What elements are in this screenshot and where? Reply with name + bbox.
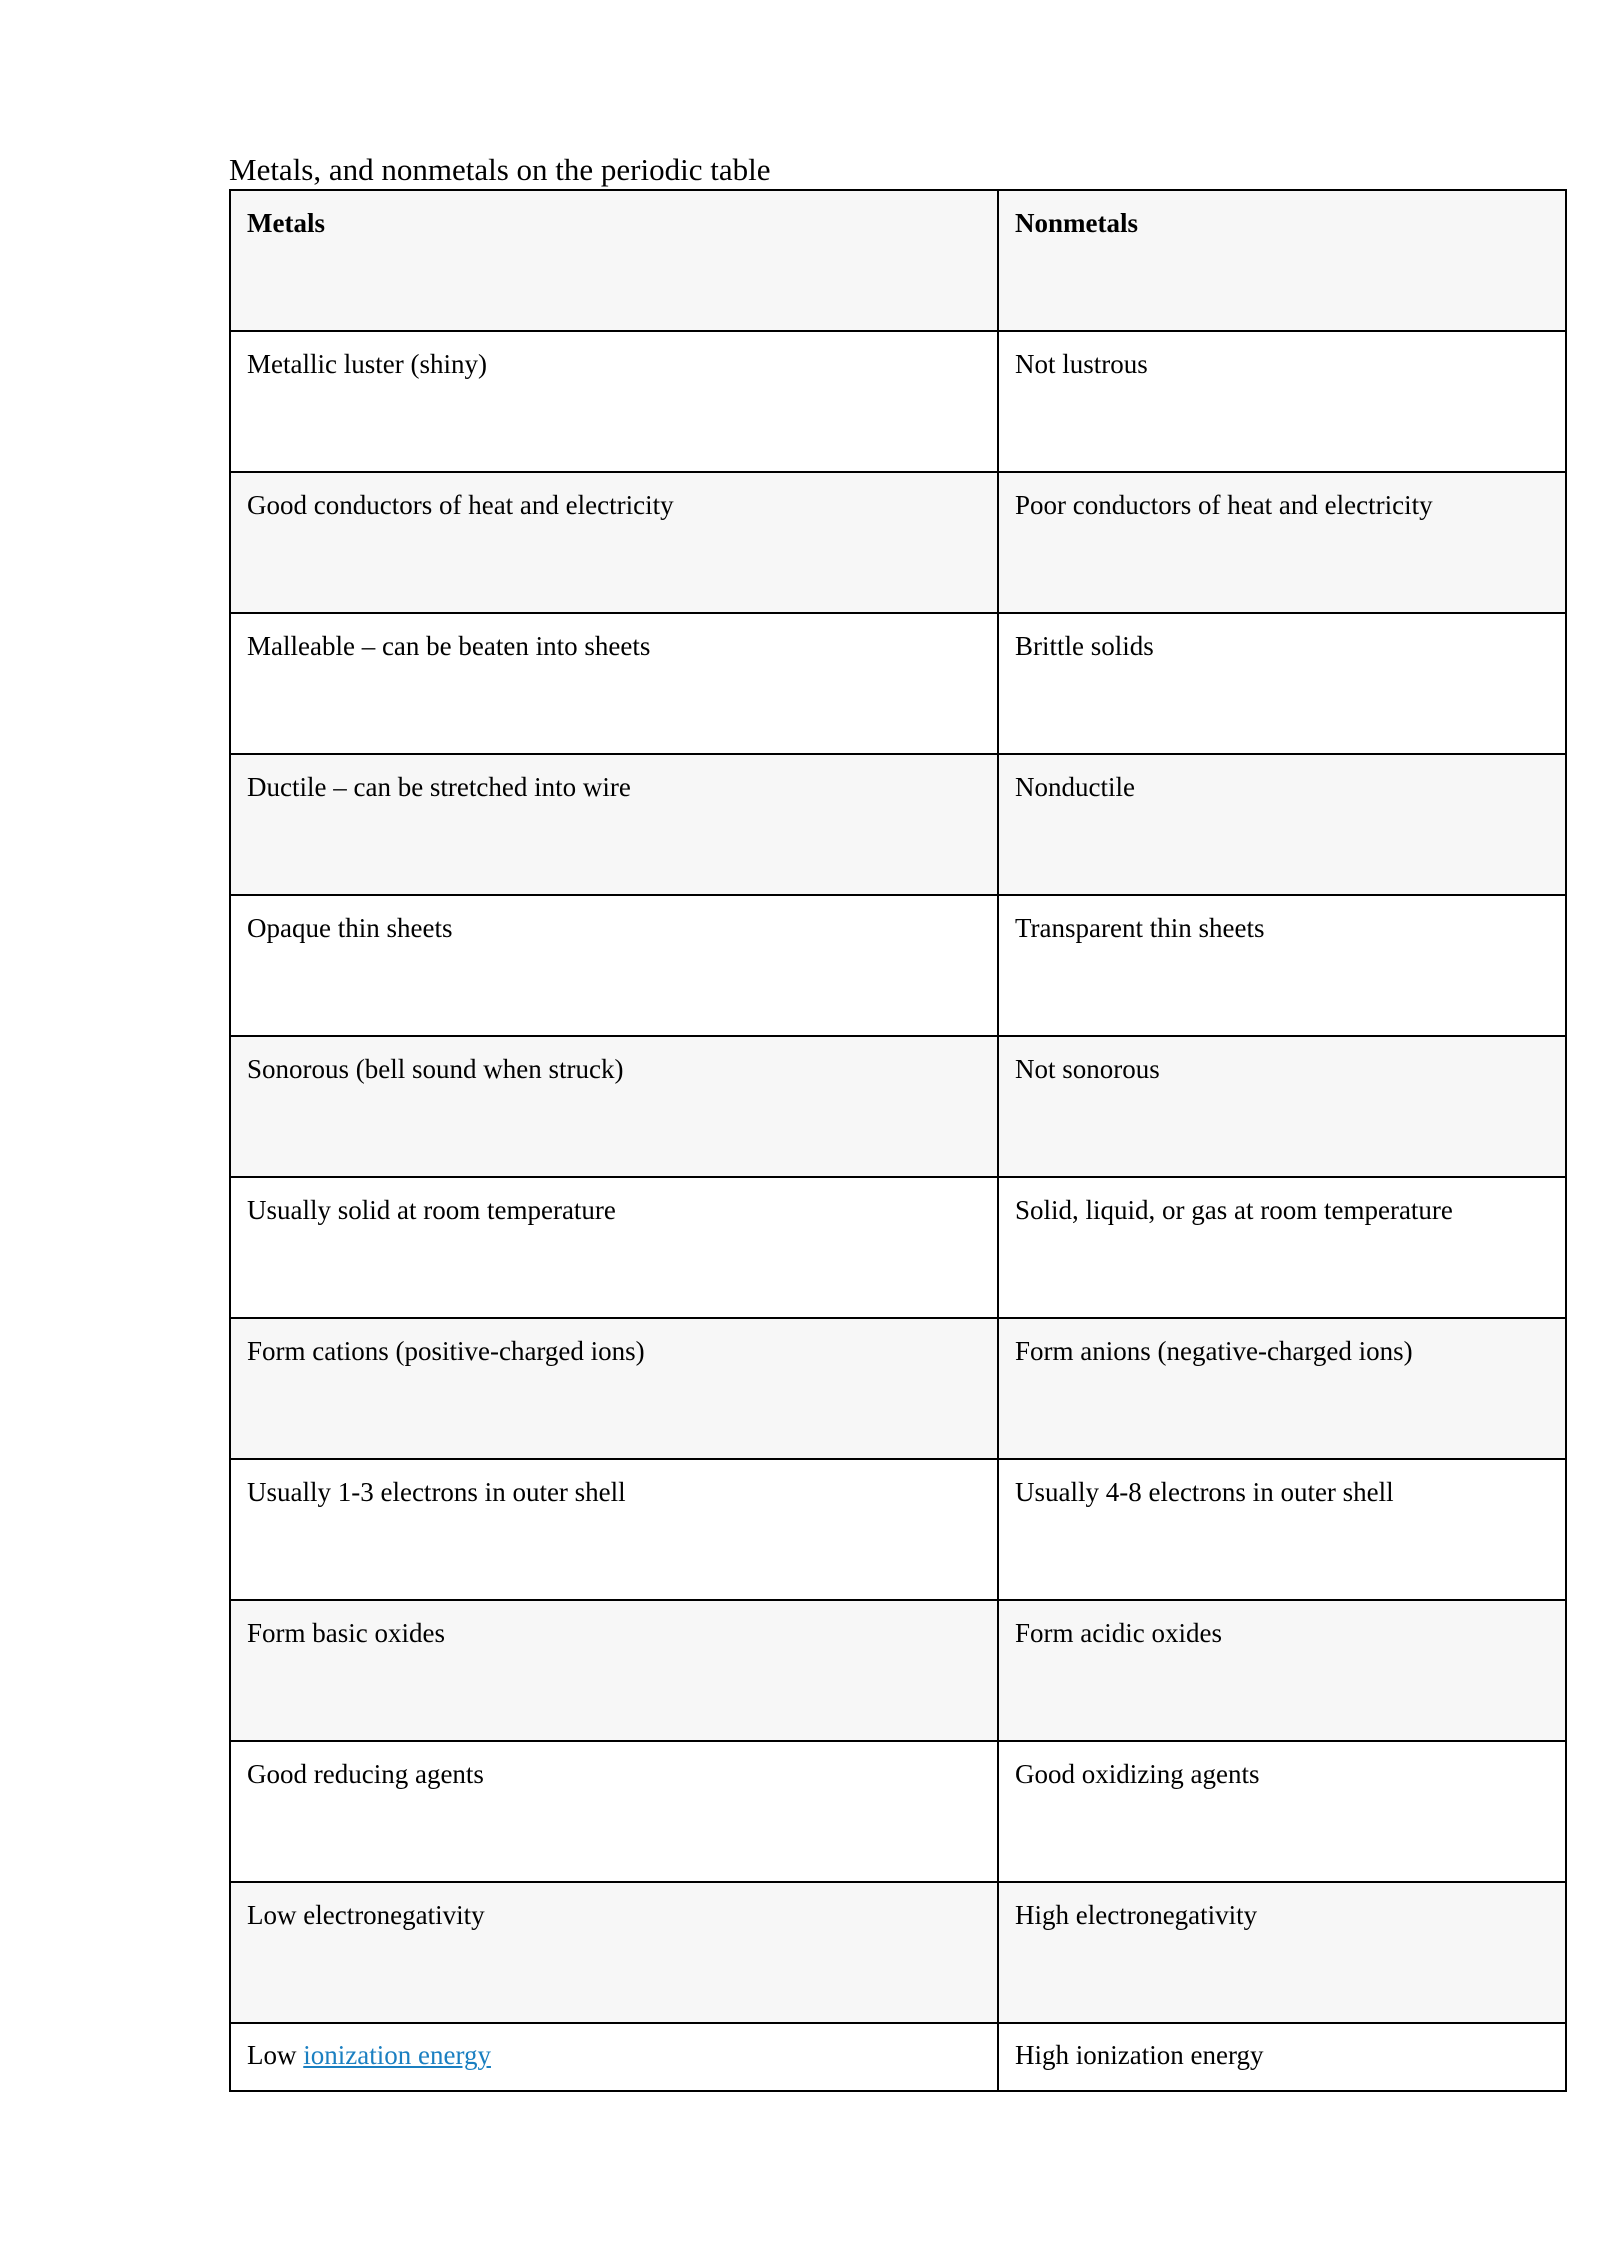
nonmetal-cell: Form acidic oxides	[998, 1600, 1566, 1741]
metal-cell: Malleable – can be beaten into sheets	[230, 613, 998, 754]
table-row	[230, 331, 1566, 472]
table-row	[230, 1036, 1566, 1177]
metal-cell: Metallic luster (shiny)	[230, 331, 998, 472]
nonmetal-cell: Form anions (negative-charged ions)	[998, 1318, 1566, 1459]
table-row	[230, 613, 1566, 754]
nonmetal-cell: Brittle solids	[998, 613, 1566, 754]
nonmetal-cell: High ionization energy	[998, 2023, 1566, 2091]
metal-cell: Form basic oxides	[230, 1600, 998, 1741]
metal-cell: Sonorous (bell sound when struck)	[230, 1036, 998, 1177]
table-row	[230, 472, 1566, 613]
table-row	[230, 754, 1566, 895]
header-metals: Metals	[230, 190, 998, 331]
table-row	[230, 895, 1566, 1036]
nonmetal-cell: Poor conductors of heat and electricity	[998, 472, 1566, 613]
table-row	[230, 1882, 1566, 2023]
metal-cell: Low electronegativity	[230, 1882, 998, 2023]
header-nonmetals: Nonmetals	[998, 190, 1566, 331]
metal-cell: Usually solid at room temperature	[230, 1177, 998, 1318]
table-row	[230, 1741, 1566, 1882]
table-header-row	[230, 190, 1566, 331]
metal-cell: Ductile – can be stretched into wire	[230, 754, 998, 895]
metal-cell: Usually 1-3 electrons in outer shell	[230, 1459, 998, 1600]
table-row	[230, 1177, 1566, 1318]
table-row	[230, 2023, 1566, 2091]
nonmetal-cell: Not lustrous	[998, 331, 1566, 472]
ionization-energy-link[interactable]: ionization energy	[303, 2040, 491, 2070]
document-title: Metals, and nonmetals on the periodic table	[229, 152, 771, 187]
metal-cell: Opaque thin sheets	[230, 895, 998, 1036]
metal-cell: Good reducing agents	[230, 1741, 998, 1882]
nonmetal-cell: Good oxidizing agents	[998, 1741, 1566, 1882]
metal-cell-prefix: Low	[247, 2040, 304, 2070]
nonmetal-cell: Nonductile	[998, 754, 1566, 895]
metals-nonmetals-table	[229, 189, 1567, 2092]
metal-cell: Form cations (positive-charged ions)	[230, 1318, 998, 1459]
metal-cell: Good conductors of heat and electricity	[230, 472, 998, 613]
nonmetal-cell: Not sonorous	[998, 1036, 1566, 1177]
nonmetal-cell: Transparent thin sheets	[998, 895, 1566, 1036]
table-row	[230, 1318, 1566, 1459]
table-row	[230, 1600, 1566, 1741]
nonmetal-cell: Solid, liquid, or gas at room temperature	[998, 1177, 1566, 1318]
nonmetal-cell: Usually 4-8 electrons in outer shell	[998, 1459, 1566, 1600]
nonmetal-cell: High electronegativity	[998, 1882, 1566, 2023]
metal-cell	[230, 2023, 998, 2091]
table-row	[230, 1459, 1566, 1600]
